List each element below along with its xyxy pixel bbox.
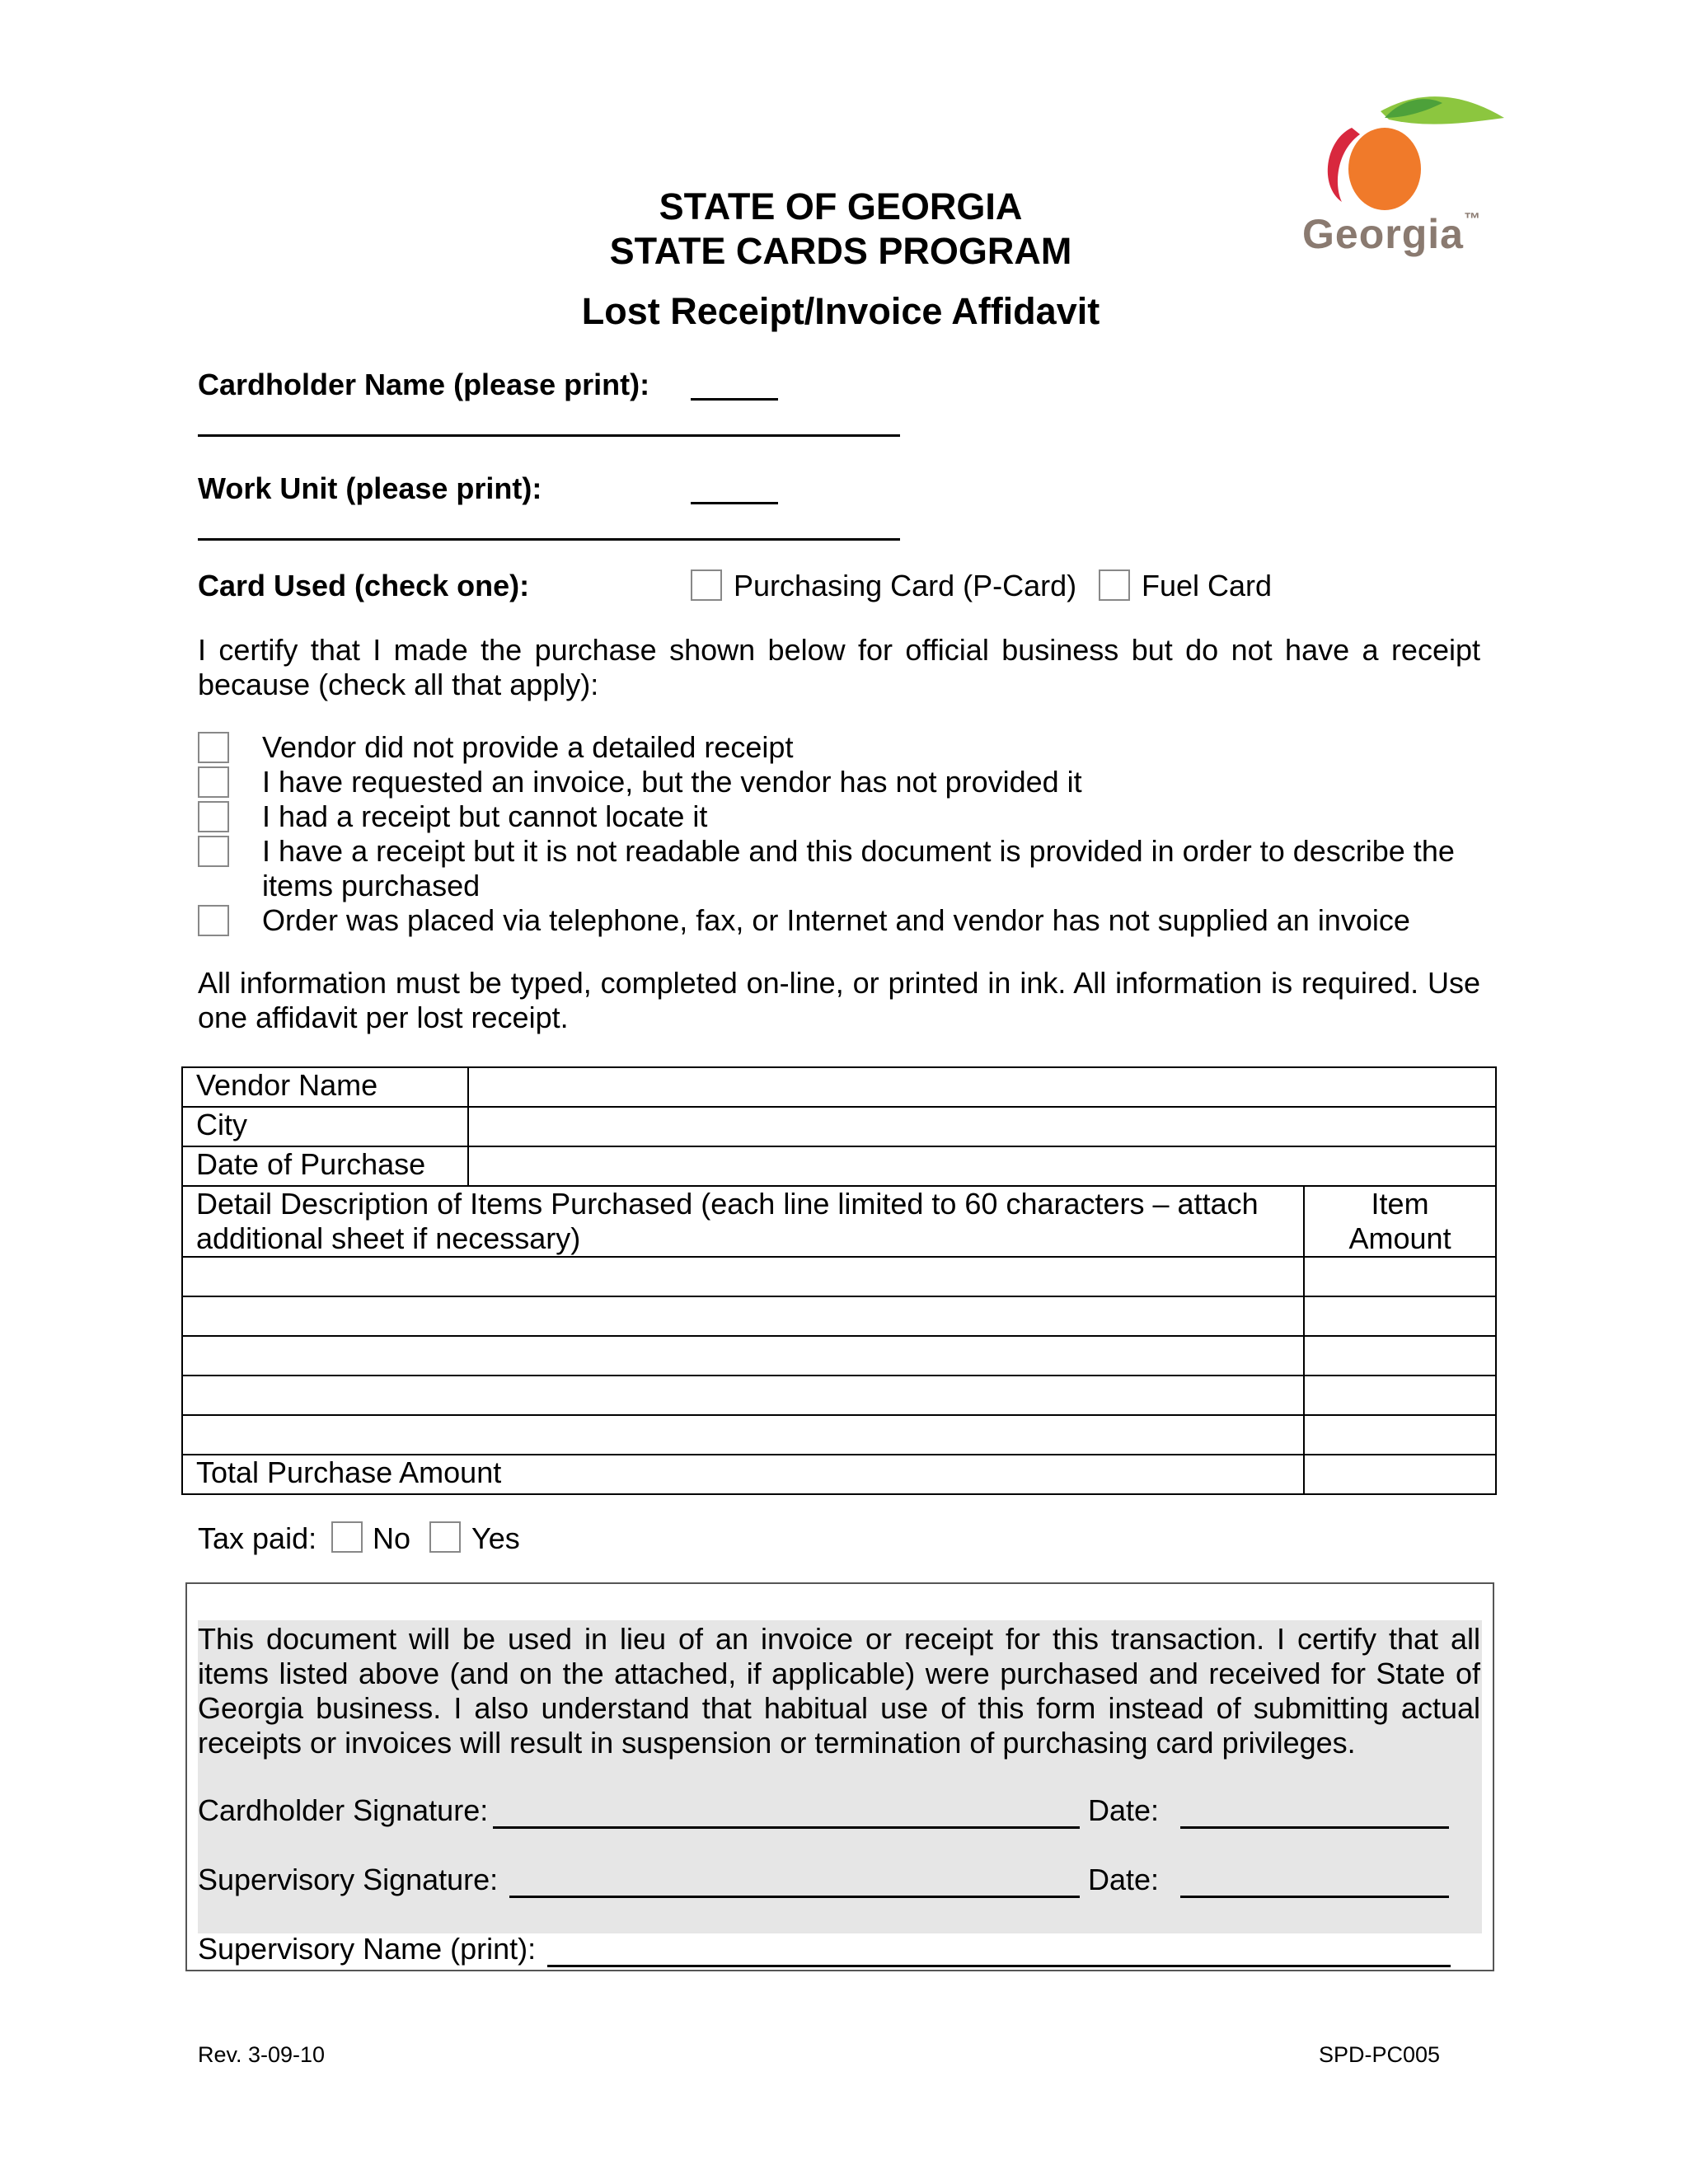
- supervisory-signature-field[interactable]: [509, 1896, 1080, 1898]
- revision-label: Rev. 3-09-10: [198, 2042, 326, 2067]
- cardholder-name-label: Cardholder Name (please print):: [198, 368, 650, 401]
- cardholder-signature-label: Cardholder Signature:: [198, 1793, 489, 1827]
- item-amount-input[interactable]: [1304, 1415, 1496, 1455]
- detail-description-header: Detail Description of Items Purchased (each line limited to 60 characters – attach additional sheet if necessary): [182, 1186, 1304, 1257]
- certify-statement: I certify that I made the purchase shown below for official business but do not have a receipt because (check all that apply):: [198, 633, 1480, 701]
- reason-list: [262, 730, 1482, 938]
- purchase-table: [181, 1066, 1497, 1495]
- form-number: SPD-PC005: [1319, 2042, 1441, 2067]
- tax-no-checkbox[interactable]: [331, 1521, 363, 1553]
- info-statement: All information must be typed, completed on-line, or printed in ink. All information is required. Use one affidavit per lost receipt.: [198, 966, 1480, 1034]
- work-unit-field[interactable]: [691, 502, 778, 504]
- reason-item: I had a receipt but cannot locate it: [262, 799, 708, 833]
- reason-item: Order was placed via telephone, fax, or Internet and vendor has not supplied an invoice: [262, 903, 1410, 937]
- item-amount-input[interactable]: [1304, 1257, 1496, 1296]
- logo-text: Georgia: [1302, 211, 1464, 257]
- supervisory-name-field[interactable]: [547, 1965, 1451, 1967]
- supervisory-date-field[interactable]: [1180, 1896, 1449, 1898]
- work-unit-label: Work Unit (please print):: [198, 471, 542, 505]
- total-purchase-label: Total Purchase Amount: [182, 1455, 1304, 1494]
- georgia-logo: [1302, 87, 1517, 268]
- date-of-purchase-label: Date of Purchase: [182, 1146, 468, 1186]
- reason-checkbox-5[interactable]: [198, 905, 229, 936]
- card-used-label: Card Used (check one):: [198, 569, 530, 602]
- cardholder-name-underline: [198, 434, 900, 437]
- tax-yes-checkbox[interactable]: [429, 1521, 461, 1553]
- reason-checkbox-3[interactable]: [198, 801, 229, 832]
- item-amount-input[interactable]: [1304, 1296, 1496, 1336]
- reason-item: I have a receipt but it is not readable and this document is provided in order to describe the items purchased: [262, 834, 1455, 902]
- city-input[interactable]: [468, 1107, 1496, 1146]
- page-title-line1: STATE OF GEORGIA: [659, 185, 1023, 227]
- cardholder-name-field[interactable]: [691, 398, 778, 401]
- item-amount-header: Item Amount: [1304, 1186, 1496, 1257]
- city-label: City: [182, 1107, 468, 1146]
- item-description-input[interactable]: [182, 1376, 1304, 1415]
- fuel-card-label: Fuel Card: [1142, 569, 1273, 602]
- vendor-name-input[interactable]: [468, 1067, 1496, 1107]
- p-card-label: Purchasing Card (P-Card): [734, 569, 1077, 602]
- reason-item: I have requested an invoice, but the vendor has not provided it: [262, 765, 1082, 799]
- p-card-checkbox[interactable]: [691, 569, 722, 601]
- work-unit-underline: [198, 538, 900, 541]
- item-description-input[interactable]: [182, 1296, 1304, 1336]
- reason-checkbox-1[interactable]: [198, 732, 229, 763]
- item-description-input[interactable]: [182, 1336, 1304, 1376]
- reason-checkbox-2[interactable]: [198, 766, 229, 798]
- reason-checkbox-4[interactable]: [198, 836, 229, 867]
- reason-item: Vendor did not provide a detailed receipt: [262, 730, 794, 764]
- fuel-card-checkbox[interactable]: [1099, 569, 1130, 601]
- tax-no-label: No: [373, 1521, 411, 1555]
- tax-paid-label: Tax paid:: [198, 1521, 317, 1555]
- certification-statement: This document will be used in lieu of an invoice or receipt for this transaction. I certify that all items listed above (and on the attached, if applicable) were purchased and received for State of Georgia business. I also understand that habitual use of this form instead of submitting actual receipts or invoices will result in suspension or termination of purchasing card privileges.: [198, 1622, 1480, 1760]
- page-title-line2: STATE CARDS PROGRAM: [609, 230, 1072, 272]
- page-subtitle: Lost Receipt/Invoice Affidavit: [581, 290, 1100, 332]
- total-purchase-input[interactable]: [1304, 1455, 1496, 1494]
- supervisory-date-label: Date:: [1088, 1863, 1160, 1896]
- vendor-name-label: Vendor Name: [182, 1067, 468, 1107]
- item-amount-input[interactable]: [1304, 1376, 1496, 1415]
- item-description-input[interactable]: [182, 1257, 1304, 1296]
- logo-trademark: ™: [1463, 210, 1481, 228]
- tax-yes-label: Yes: [471, 1521, 520, 1555]
- item-description-input[interactable]: [182, 1415, 1304, 1455]
- supervisory-signature-label: Supervisory Signature:: [198, 1863, 499, 1896]
- cardholder-signature-field[interactable]: [493, 1826, 1080, 1829]
- item-amount-input[interactable]: [1304, 1336, 1496, 1376]
- date-of-purchase-input[interactable]: [468, 1146, 1496, 1186]
- cardholder-date-field[interactable]: [1180, 1826, 1449, 1829]
- supervisory-name-label: Supervisory Name (print):: [198, 1932, 537, 1966]
- cardholder-date-label: Date:: [1088, 1793, 1160, 1827]
